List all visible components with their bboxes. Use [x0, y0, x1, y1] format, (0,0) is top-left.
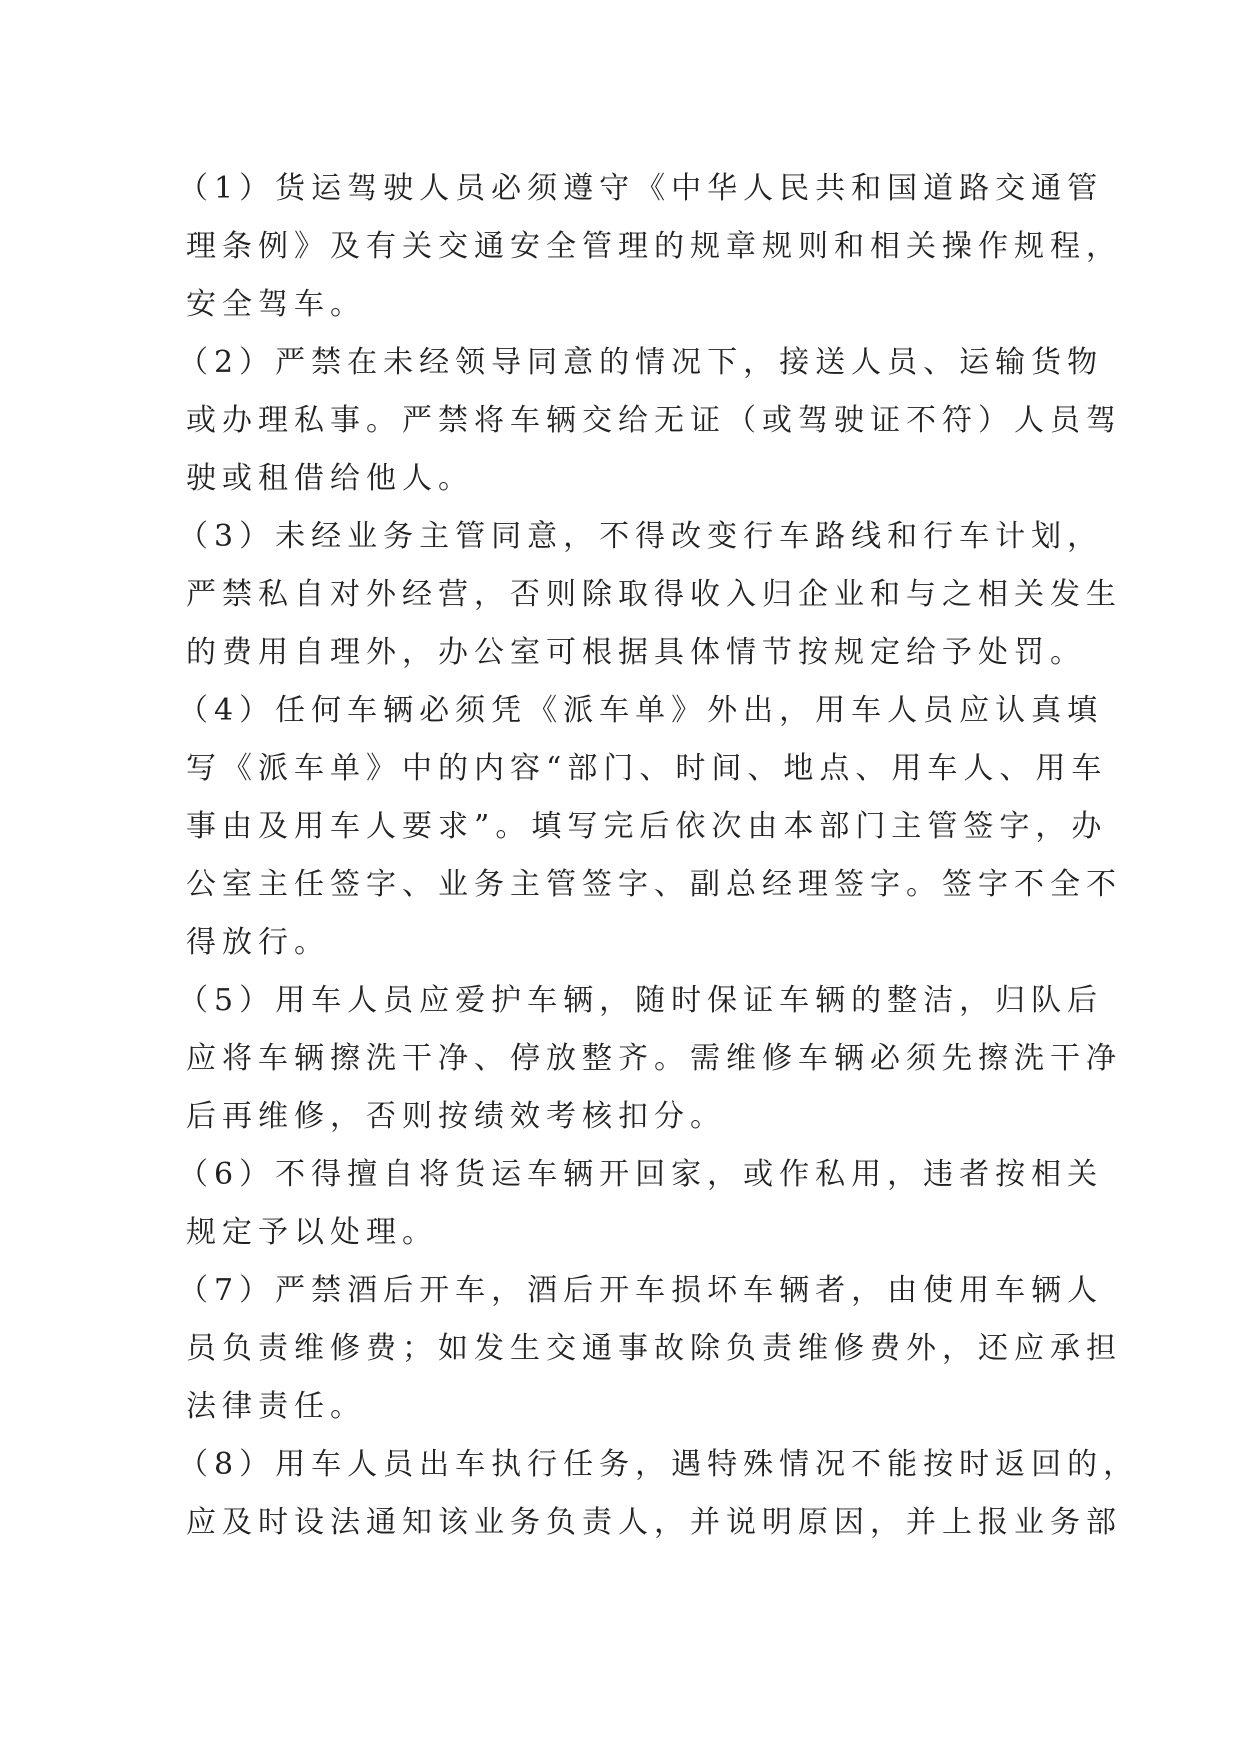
text-line: （5）用车人员应爱护车辆，随时保证车辆的整洁，归队后 — [178, 983, 1104, 1018]
text-line: 得放行。 — [186, 925, 330, 960]
text-line: 写《派车单》中的内容“部门、时间、地点、用车人、用车 — [186, 751, 1108, 786]
text-line: 法律责任。 — [186, 1389, 366, 1424]
paragraph-5 — [178, 972, 1122, 1146]
text-line: 员负责维修费；如发生交通事故除负责维修费外，还应承担 — [186, 1331, 1122, 1366]
text-line: （3）未经业务主管同意，不得改变行车路线和行车计划， — [178, 519, 1104, 554]
paragraph-4 — [178, 682, 1122, 972]
paragraph-6 — [178, 1146, 1104, 1262]
text-line: 规定予以处理。 — [186, 1215, 438, 1250]
text-line: 理条例》及有关交通安全管理的规章规则和相关操作规程， — [186, 229, 1122, 264]
text-line: 后再维修，否则按绩效考核扣分。 — [186, 1099, 726, 1134]
text-line: 驶或租借给他人。 — [186, 461, 474, 496]
text-line: 应及时设法通知该业务负责人，并说明原因，并上报业务部 — [186, 1505, 1122, 1540]
text-line: （6）不得擅自将货运车辆开回家，或作私用，违者按相关 — [178, 1157, 1104, 1192]
paragraph-3 — [178, 508, 1122, 682]
paragraph-2 — [178, 334, 1122, 508]
text-line: 的费用自理外，办公室可根据具体情节按规定给予处罚。 — [186, 635, 1086, 670]
text-line: 或办理私事。严禁将车辆交给无证（或驾驶证不符）人员驾 — [186, 403, 1122, 438]
document-body — [178, 160, 1140, 1552]
text-line: （1）货运驾驶人员必须遵守《中华人民共和国道路交通管 — [178, 171, 1104, 206]
text-line: 事由及用车人要求”。填写完后依次由本部门主管签字，办 — [186, 809, 1108, 844]
text-line: （4）任何车辆必须凭《派车单》外出，用车人员应认真填 — [178, 693, 1104, 728]
paragraph-7 — [178, 1262, 1122, 1436]
text-line: 严禁私自对外经营，否则除取得收入归企业和与之相关发生 — [186, 577, 1122, 612]
paragraph-8 — [178, 1436, 1140, 1552]
text-line: （7）严禁酒后开车，酒后开车损坏车辆者，由使用车辆人 — [178, 1273, 1104, 1308]
text-line: 公室主任签字、业务主管签字、副总经理签字。签字不全不 — [186, 867, 1122, 902]
paragraph-1 — [178, 160, 1122, 334]
text-line: 安全驾车。 — [186, 287, 366, 322]
text-line: 应将车辆擦洗干净、停放整齐。需维修车辆必须先擦洗干净 — [186, 1041, 1122, 1076]
text-line: （2）严禁在未经领导同意的情况下，接送人员、运输货物 — [178, 345, 1104, 380]
text-line: （8）用车人员出车执行任务，遇特殊情况不能按时返回的， — [178, 1447, 1140, 1482]
